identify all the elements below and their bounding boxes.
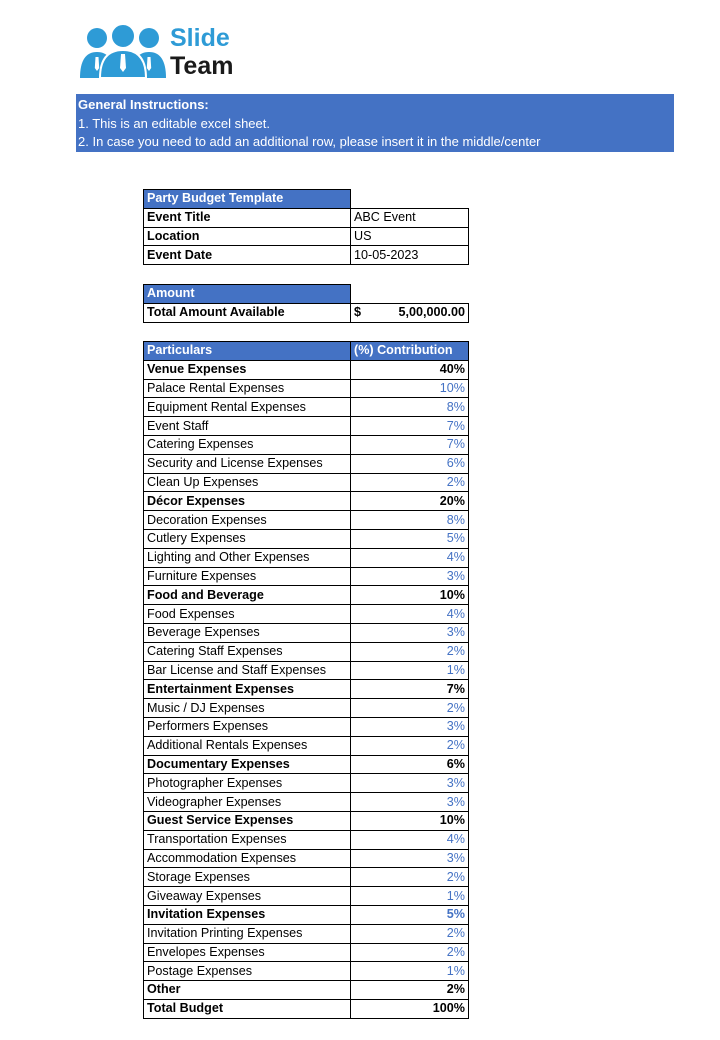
total-amount-label: Total Amount Available [144,303,351,322]
event-row [144,208,469,227]
logo-word-slide: Slide [170,24,230,52]
amount-table-header: Amount [144,285,351,304]
event-details-table [143,189,469,265]
budget-item-row [144,962,469,981]
budget-item-row [144,473,469,492]
particular-label: Additional Rentals Expenses [144,736,351,755]
contribution-percent[interactable]: 2% [351,981,469,1000]
particular-label: Invitation Expenses [144,905,351,924]
contribution-percent[interactable]: 2% [351,924,469,943]
event-field-label: Event Title [144,208,351,227]
event-field-value[interactable]: ABC Event [351,208,469,227]
contribution-percent[interactable]: 8% [351,398,469,417]
contribution-percent[interactable]: 7% [351,417,469,436]
budget-category-row [144,360,469,379]
budget-category-row [144,680,469,699]
contribution-percent[interactable]: 3% [351,793,469,812]
contribution-percent[interactable]: 1% [351,962,469,981]
particular-label: Clean Up Expenses [144,473,351,492]
budget-category-row [144,811,469,830]
budget-item-row [144,661,469,680]
contribution-percent[interactable]: 2% [351,699,469,718]
budget-item-row [144,868,469,887]
contribution-percent[interactable]: 6% [351,755,469,774]
contribution-percent[interactable]: 1% [351,661,469,680]
budget-item-row [144,529,469,548]
contribution-percent[interactable]: 2% [351,868,469,887]
budget-item-row [144,435,469,454]
particular-label: Furniture Expenses [144,567,351,586]
contribution-percent[interactable]: 40% [351,360,469,379]
budget-item-row [144,699,469,718]
contribution-percent[interactable]: 3% [351,623,469,642]
particular-label: Entertainment Expenses [144,680,351,699]
budget-contribution-table [143,341,469,1019]
event-row [144,227,469,246]
particular-label: Giveaway Expenses [144,887,351,906]
event-row [144,246,469,265]
particular-label: Photographer Expenses [144,774,351,793]
event-table-header: Party Budget Template [144,190,351,209]
particular-label: Performers Expenses [144,717,351,736]
budget-item-row [144,887,469,906]
contribution-percent[interactable]: 4% [351,548,469,567]
contribution-percent[interactable]: 1% [351,887,469,906]
contribution-column-header: (%) Contribution [351,342,469,361]
particular-label: Other [144,981,351,1000]
contribution-percent[interactable]: 3% [351,774,469,793]
budget-item-row [144,642,469,661]
event-field-value[interactable]: US [351,227,469,246]
budget-item-row [144,511,469,530]
particular-label: Accommodation Expenses [144,849,351,868]
particulars-column-header: Particulars [144,342,351,361]
budget-item-row [144,830,469,849]
contribution-percent[interactable]: 8% [351,511,469,530]
budget-item-row [144,379,469,398]
budget-item-row [144,548,469,567]
particular-label: Bar License and Staff Expenses [144,661,351,680]
budget-category-row [144,492,469,511]
slideteam-logo [80,22,250,82]
instructions-line-2: 2. In case you need to add an additional row, please insert it in the middle/center [78,134,541,149]
amount-table [143,284,469,323]
budget-item-row [144,793,469,812]
particular-label: Videographer Expenses [144,793,351,812]
budget-category-row [144,905,469,924]
contribution-percent[interactable]: 2% [351,736,469,755]
particular-label: Envelopes Expenses [144,943,351,962]
budget-item-row [144,454,469,473]
event-field-label: Location [144,227,351,246]
amount-table-header-blank [351,285,469,304]
particular-label: Total Budget [144,999,351,1018]
particular-label: Food Expenses [144,605,351,624]
contribution-percent[interactable]: 5% [351,529,469,548]
particular-label: Catering Staff Expenses [144,642,351,661]
particular-label: Cutlery Expenses [144,529,351,548]
contribution-percent[interactable]: 20% [351,492,469,511]
particular-label: Postage Expenses [144,962,351,981]
budget-item-row [144,736,469,755]
budget-item-row [144,943,469,962]
particular-label: Catering Expenses [144,435,351,454]
particular-label: Beverage Expenses [144,623,351,642]
budget-item-row [144,605,469,624]
budget-item-row [144,774,469,793]
particular-label: Invitation Printing Expenses [144,924,351,943]
contribution-percent[interactable]: 7% [351,435,469,454]
particular-label: Venue Expenses [144,360,351,379]
contribution-percent[interactable]: 5% [351,905,469,924]
instructions-line-1: 1. This is an editable excel sheet. [78,115,270,131]
logo-word-team: Team [170,52,234,80]
budget-category-row [144,981,469,1000]
budget-item-row [144,717,469,736]
instructions-title: General Instructions: [78,97,209,112]
contribution-percent[interactable]: 2% [351,473,469,492]
budget-category-row [144,755,469,774]
contribution-percent[interactable]: 10% [351,811,469,830]
contribution-percent[interactable]: 10% [351,586,469,605]
budget-item-row [144,398,469,417]
particular-label: Security and License Expenses [144,454,351,473]
event-field-value[interactable]: 10-05-2023 [351,246,469,265]
particular-label: Food and Beverage [144,586,351,605]
particular-label: Decoration Expenses [144,511,351,530]
contribution-percent[interactable]: 3% [351,717,469,736]
contribution-percent[interactable]: 4% [351,830,469,849]
particular-label: Transportation Expenses [144,830,351,849]
contribution-percent[interactable]: 3% [351,849,469,868]
budget-item-row [144,849,469,868]
currency-symbol: $ [354,305,362,320]
particular-label: Guest Service Expenses [144,811,351,830]
total-amount-value: 5,00,000.00 [398,305,465,320]
general-instructions-banner [76,94,674,152]
budget-category-row [144,586,469,605]
particular-label: Lighting and Other Expenses [144,548,351,567]
budget-category-row [144,999,469,1018]
total-amount-cell[interactable] [351,303,469,322]
budget-item-row [144,417,469,436]
contribution-percent[interactable]: 3% [351,567,469,586]
event-field-label: Event Date [144,246,351,265]
budget-item-row [144,623,469,642]
particular-label: Equipment Rental Expenses [144,398,351,417]
budget-item-row [144,567,469,586]
particular-label: Palace Rental Expenses [144,379,351,398]
contribution-percent[interactable]: 4% [351,605,469,624]
contribution-percent[interactable]: 6% [351,454,469,473]
contribution-percent[interactable]: 100% [351,999,469,1018]
event-table-header-blank [351,190,469,209]
team-people-icon [80,24,166,80]
particular-label: Décor Expenses [144,492,351,511]
budget-item-row [144,924,469,943]
particular-label: Storage Expenses [144,868,351,887]
contribution-percent[interactable]: 7% [351,680,469,699]
particular-label: Documentary Expenses [144,755,351,774]
contribution-percent[interactable]: 2% [351,943,469,962]
particular-label: Music / DJ Expenses [144,699,351,718]
contribution-percent[interactable]: 10% [351,379,469,398]
particular-label: Event Staff [144,417,351,436]
contribution-percent[interactable]: 2% [351,642,469,661]
